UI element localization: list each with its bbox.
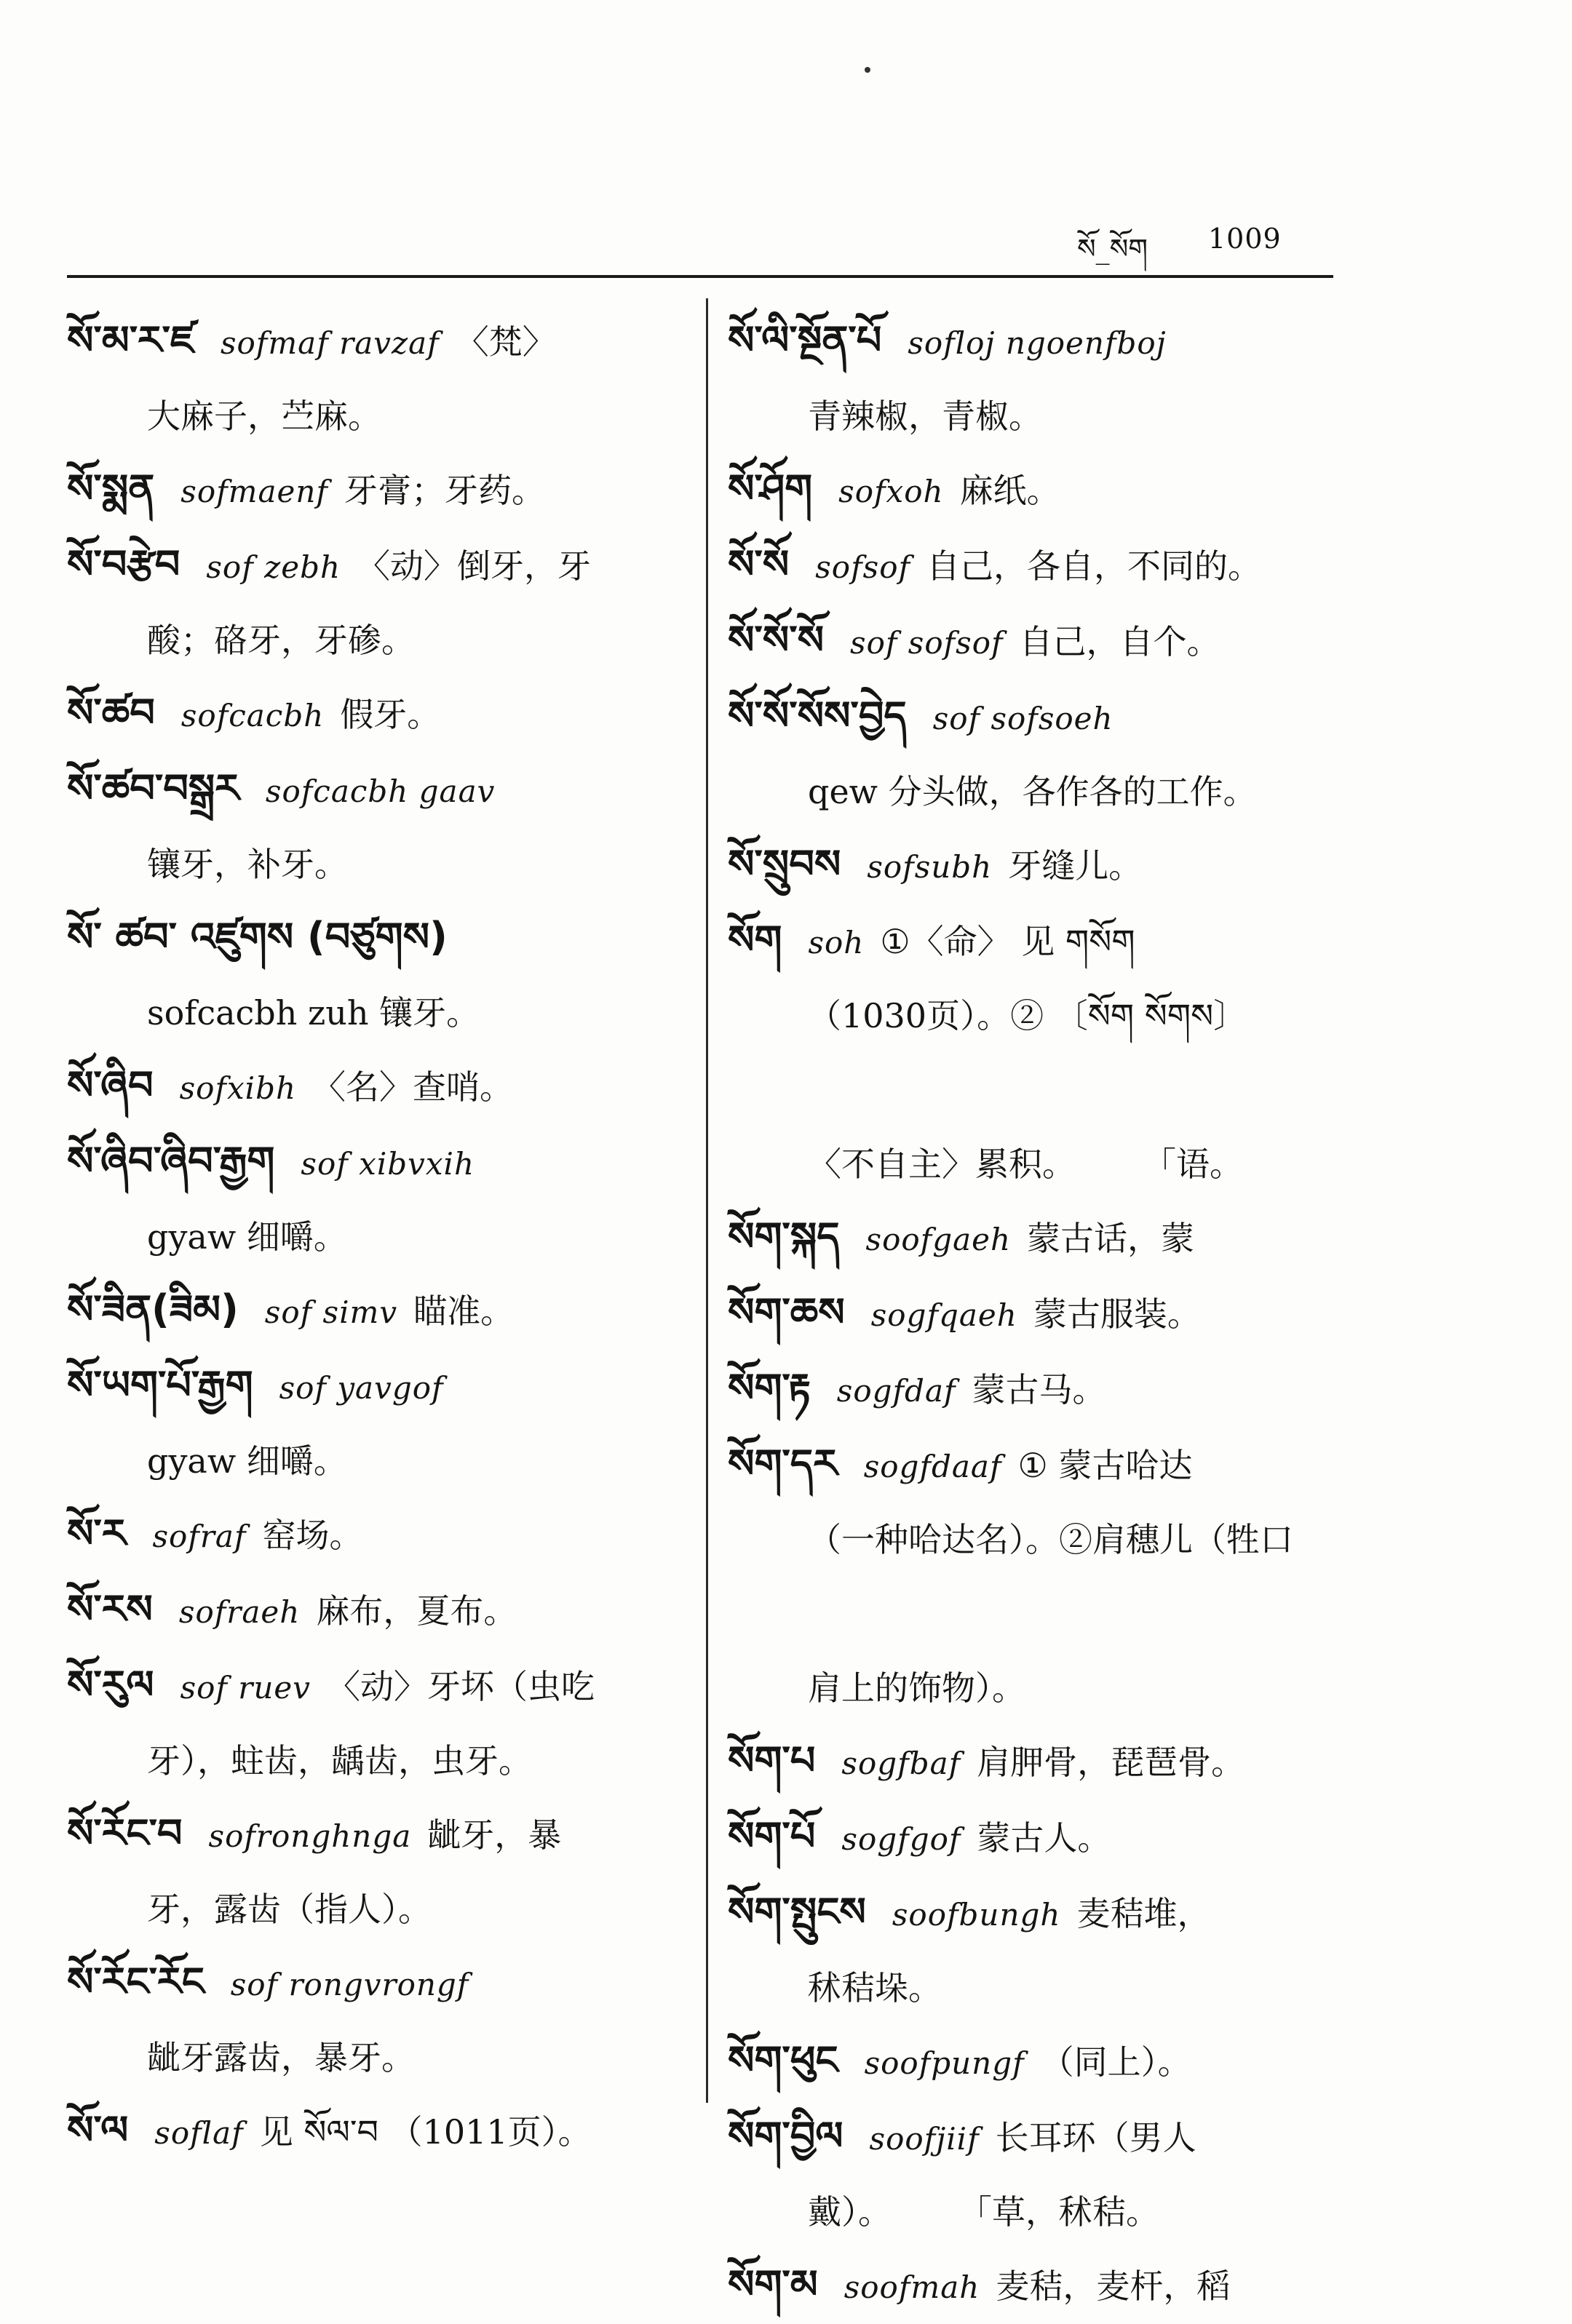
headword-romanization: soflaf — [154, 2115, 244, 2151]
entry-gloss: 麦秸，麦杆，稻 — [996, 2267, 1231, 2306]
dictionary-entry — [728, 453, 1354, 528]
dictionary-entry — [67, 1573, 693, 1649]
headword-romanization: soofmah — [843, 2269, 980, 2305]
dictionary-entry — [728, 828, 1354, 904]
entry-gloss: 肩胛骨，琵琶骨。 — [977, 1743, 1245, 1782]
entry-line — [728, 1052, 1354, 1128]
entry-gloss: 瞄准。 — [413, 1292, 515, 1331]
entry-line — [728, 604, 1354, 680]
entry-line — [67, 677, 693, 752]
headword-romanization: sofcacbh — [180, 698, 325, 733]
entry-gloss: 见 སོལ་བ （1011页）。 — [259, 2112, 592, 2152]
headword-tibetan: སོ་ཟིན(ཟིམ) — [67, 1286, 239, 1332]
entry-line — [728, 453, 1354, 528]
dictionary-entry — [728, 1724, 1354, 1800]
dictionary-entry — [67, 752, 693, 901]
entry-gloss: 牙膏；牙药。 — [344, 471, 545, 510]
headword-romanization: sof xibvxih — [301, 1146, 475, 1182]
entry-line — [728, 904, 1354, 979]
headword-romanization: sofronghnga — [208, 1818, 412, 1854]
dictionary-entry — [67, 528, 693, 677]
entry-line — [728, 1352, 1354, 1428]
entry-line — [728, 1724, 1354, 1800]
entry-continuation: 镶牙，补牙。 — [147, 845, 348, 884]
entry-continuation: 青辣椒，青椒。 — [808, 397, 1042, 436]
entry-gloss: 窑场。 — [262, 1516, 363, 1555]
dictionary-entry — [728, 1876, 1354, 2024]
right-column — [728, 304, 1354, 2324]
headword-tibetan: སོ་རུལ — [67, 1662, 154, 1708]
entry-gloss: 麦秸堆， — [1076, 1894, 1211, 1933]
dictionary-entry — [728, 304, 1354, 453]
entry-continuation: 肩上的饰物）。 — [808, 1668, 1025, 1708]
entry-line — [67, 1049, 693, 1125]
entry-gloss: 〈梵〉 — [455, 322, 556, 362]
entry-line — [728, 680, 1354, 755]
entry-continuation: （1030页）。② 〔སོག སོགས〕 — [808, 996, 1247, 1035]
headword-romanization: sofloj ngoenfboj — [908, 325, 1167, 361]
entry-line — [728, 1428, 1354, 1503]
entry-line — [728, 304, 1354, 380]
headword-tibetan: སོག་པོ — [728, 1813, 816, 1859]
entry-gloss: 假牙。 — [340, 695, 441, 734]
headword-romanization: sofxoh — [838, 474, 944, 509]
headword-romanization: soofgaeh — [865, 1222, 1012, 1257]
entry-line — [67, 2094, 693, 2170]
left-column — [67, 304, 693, 2170]
header-guide-word: སོ_སོག — [1077, 233, 1148, 265]
dictionary-entry — [728, 2100, 1354, 2248]
entry-gloss: 〈动〉倒牙，牙 — [357, 546, 592, 586]
headword-romanization: sofcacbh gaav — [265, 773, 496, 809]
entry-line — [728, 1201, 1354, 1276]
entry-line — [728, 1576, 1354, 1652]
dictionary-entry — [728, 1352, 1354, 1428]
entry-continuation: 大麻子，苎麻。 — [147, 397, 381, 436]
headword-romanization: sofraf — [152, 1519, 247, 1554]
entry-continuation: 龇牙露齿，暴牙。 — [147, 2038, 415, 2077]
headword-tibetan: སོག་པ — [728, 1738, 816, 1783]
headword-romanization: sofsubh — [867, 849, 993, 885]
headword-romanization: sof zebh — [206, 549, 341, 585]
headword-romanization: sofmaenf — [180, 474, 328, 509]
entry-continuation: 酸；硌牙，牙碜。 — [147, 621, 415, 660]
entry-line — [67, 1273, 693, 1349]
entry-continuation: gyaw 细嚼。 — [147, 1217, 347, 1257]
headword-tibetan: སོ་བརྩེབ — [67, 541, 180, 587]
entry-continuation: 牙，露齿（指人）。 — [147, 1890, 432, 1929]
dictionary-entry — [728, 2248, 1354, 2324]
entry-line — [67, 1497, 693, 1573]
headword-tibetan: སོ་ཚབ — [67, 690, 155, 736]
entry-continuation: qew 分头做，各作各的工作。 — [808, 772, 1257, 811]
entry-gloss: 自己，各自，不同的。 — [926, 546, 1262, 586]
header-rule — [67, 275, 1333, 278]
headword-romanization: sof yavgof — [279, 1370, 444, 1406]
entry-line — [728, 1276, 1354, 1352]
entry-line — [67, 304, 693, 380]
headword-tibetan: སོག་དར — [728, 1441, 838, 1487]
headword-tibetan: སོག — [728, 917, 782, 963]
headword-tibetan: སོ་ལི་སྔོན་པོ — [728, 317, 882, 363]
dictionary-entry — [67, 901, 693, 1049]
headword-tibetan: སོ་སྨན — [67, 466, 155, 512]
entry-line — [67, 1573, 693, 1649]
entry-line — [67, 528, 693, 604]
headword-romanization: sof simv — [264, 1294, 398, 1330]
entry-continuation: 秫秸垛。 — [808, 1968, 942, 2007]
dictionary-entry — [67, 453, 693, 528]
headword-tibetan: སོ་ར — [67, 1511, 127, 1556]
dictionary-entry — [728, 1428, 1354, 1576]
headword-tibetan: སོག་ཆས — [728, 1289, 845, 1335]
headword-tibetan: སོག་བྱིལ — [728, 2113, 843, 2159]
headword-romanization: sof sofsoeh — [932, 701, 1114, 736]
headword-tibetan: སོ་རས — [67, 1586, 153, 1632]
dictionary-entry — [67, 1649, 693, 1797]
headword-tibetan: སོ་ལ — [67, 2107, 129, 2153]
headword-tibetan: སོག་མ — [728, 2261, 818, 2307]
entry-line — [67, 1797, 693, 1873]
dictionary-entry — [728, 1800, 1354, 1876]
headword-romanization: soofpungf — [864, 2045, 1025, 2081]
entry-continuation: gyaw 细嚼。 — [147, 1441, 347, 1481]
entry-line — [728, 1876, 1354, 1951]
entry-line — [67, 1649, 693, 1724]
entry-gloss: 〈动〉牙坏（虫吃 — [327, 1667, 595, 1706]
dictionary-entry — [67, 1797, 693, 1946]
entry-gloss: 蒙古服装。 — [1033, 1294, 1201, 1334]
headword-tibetan: སོག་སྤུངས — [728, 1889, 866, 1935]
dictionary-entry — [67, 1946, 693, 2094]
headword-romanization: sogfqaeh — [870, 1297, 1017, 1333]
headword-tibetan: སོ་སོ་སོས་བྱེད — [728, 693, 907, 739]
headword-romanization: sofmaf ravzaf — [220, 325, 440, 361]
dictionary-entry — [67, 1349, 693, 1497]
entry-line — [728, 2100, 1354, 2176]
headword-romanization: sogfbaf — [841, 1746, 961, 1781]
entry-line — [67, 1125, 693, 1201]
dictionary-entry — [67, 1273, 693, 1349]
entry-line — [728, 2024, 1354, 2100]
headword-romanization: sofsof — [815, 549, 911, 585]
entry-gloss: 自己，自个。 — [1019, 622, 1220, 661]
headword-tibetan: སོག་སྐད — [728, 1214, 840, 1260]
headword-romanization: sofraeh — [178, 1594, 301, 1630]
dictionary-entry — [728, 2024, 1354, 2100]
entry-line — [728, 828, 1354, 904]
dictionary-entry — [728, 1276, 1354, 1352]
entry-gloss: ① 蒙古哈达 — [1017, 1446, 1193, 1485]
column-divider — [706, 298, 708, 2103]
dictionary-entry — [728, 1052, 1354, 1201]
headword-tibetan: སོ་ ཚབ་ འཛུགས (བཙུགས) — [67, 914, 448, 960]
dictionary-entry — [67, 677, 693, 752]
headword-tibetan: སོ་ཡག་པོ་རྒྱག — [67, 1362, 253, 1408]
headword-tibetan: སོ་རོང་བ — [67, 1810, 183, 1856]
headword-romanization: sogfdaf — [836, 1373, 956, 1409]
headword-tibetan: སོ་ཤོག — [728, 466, 813, 512]
entry-line — [67, 1349, 693, 1425]
entry-line — [67, 901, 693, 976]
headword-tibetan: སོ་རོང་རོང — [67, 1959, 205, 2005]
entry-gloss: 麻纸。 — [959, 471, 1060, 510]
entry-continuation: sofcacbh zuh 镶牙。 — [147, 993, 480, 1032]
headword-romanization: soh — [808, 925, 865, 960]
headword-romanization: sof ruev — [180, 1670, 311, 1706]
dictionary-entry — [728, 680, 1354, 828]
headword-romanization: soofjiif — [869, 2121, 980, 2157]
headword-tibetan: སོག་ཕུང — [728, 2037, 838, 2083]
dictionary-entry — [67, 2094, 693, 2170]
dictionary-entry — [728, 1201, 1354, 1276]
entry-line — [67, 752, 693, 828]
dictionary-entry — [728, 604, 1354, 680]
entry-gloss: 麻布，夏布。 — [316, 1591, 517, 1631]
entry-line — [728, 2248, 1354, 2324]
dictionary-entry — [67, 304, 693, 453]
headword-tibetan: སོ་སོ — [728, 541, 790, 587]
page-number: 1009 — [1208, 223, 1282, 255]
entry-line — [728, 1800, 1354, 1876]
entry-gloss: 长耳环（男人 — [995, 2118, 1196, 2157]
entry-continuation: （一种哈达名）。②肩穗儿（牲口 — [808, 1520, 1293, 1559]
headword-romanization: sogfdaaf — [863, 1449, 1002, 1484]
entry-continuation: 牙），蛀齿，龋齿，虫牙。 — [147, 1741, 532, 1780]
dictionary-entry — [67, 1125, 693, 1273]
entry-gloss: 〈名〉查哨。 — [312, 1067, 514, 1107]
entry-gloss: （同上）。 — [1040, 2042, 1191, 2082]
dictionary-entry — [67, 1049, 693, 1125]
headword-romanization: sogfgof — [841, 1821, 961, 1857]
dictionary-entry — [728, 1576, 1354, 1724]
scan-speck — [865, 67, 870, 73]
entry-line — [728, 528, 1354, 604]
dictionary-entry — [728, 904, 1354, 1052]
dictionary-entry — [67, 1497, 693, 1573]
headword-tibetan: སོག་རྟ — [728, 1365, 811, 1411]
entry-gloss: ①〈命〉 见 གསོག — [880, 922, 1135, 961]
entry-line — [67, 1946, 693, 2021]
headword-tibetan: སོ་སྲུབས — [728, 841, 841, 887]
dictionary-entry — [728, 528, 1354, 604]
headword-tibetan: སོ་ཞིབ — [67, 1062, 154, 1108]
entry-gloss: 龇牙，暴 — [427, 1815, 562, 1855]
page-header — [1019, 218, 1310, 265]
headword-tibetan: སོ་ཞིབ་ཞིབ་རྒྱག — [67, 1138, 275, 1184]
headword-tibetan: སོ་མ་ར་ཛ — [67, 317, 194, 363]
entry-gloss: 蒙古话，蒙 — [1027, 1219, 1195, 1258]
entry-continuation: 戴）。 「草，秫秸。 — [808, 2192, 1159, 2232]
entry-gloss: 蒙古人。 — [977, 1818, 1111, 1858]
headword-romanization: sof rongvrongf — [230, 1967, 469, 2002]
entry-gloss: 牙缝儿。 — [1008, 846, 1143, 886]
headword-romanization: sof sofsof — [850, 625, 1004, 661]
headword-romanization: sofxibh — [179, 1070, 297, 1106]
headword-romanization: soofbungh — [892, 1897, 1061, 1933]
headword-tibetan: སོ་ཚབ་བསྒྲར — [67, 765, 239, 811]
entry-line — [67, 453, 693, 528]
entry-continuation: 〈不自主〉累积。 「语。 — [808, 1145, 1243, 1184]
headword-tibetan: སོ་སོ་སོ — [728, 617, 825, 663]
entry-gloss: 蒙古马。 — [972, 1370, 1106, 1409]
